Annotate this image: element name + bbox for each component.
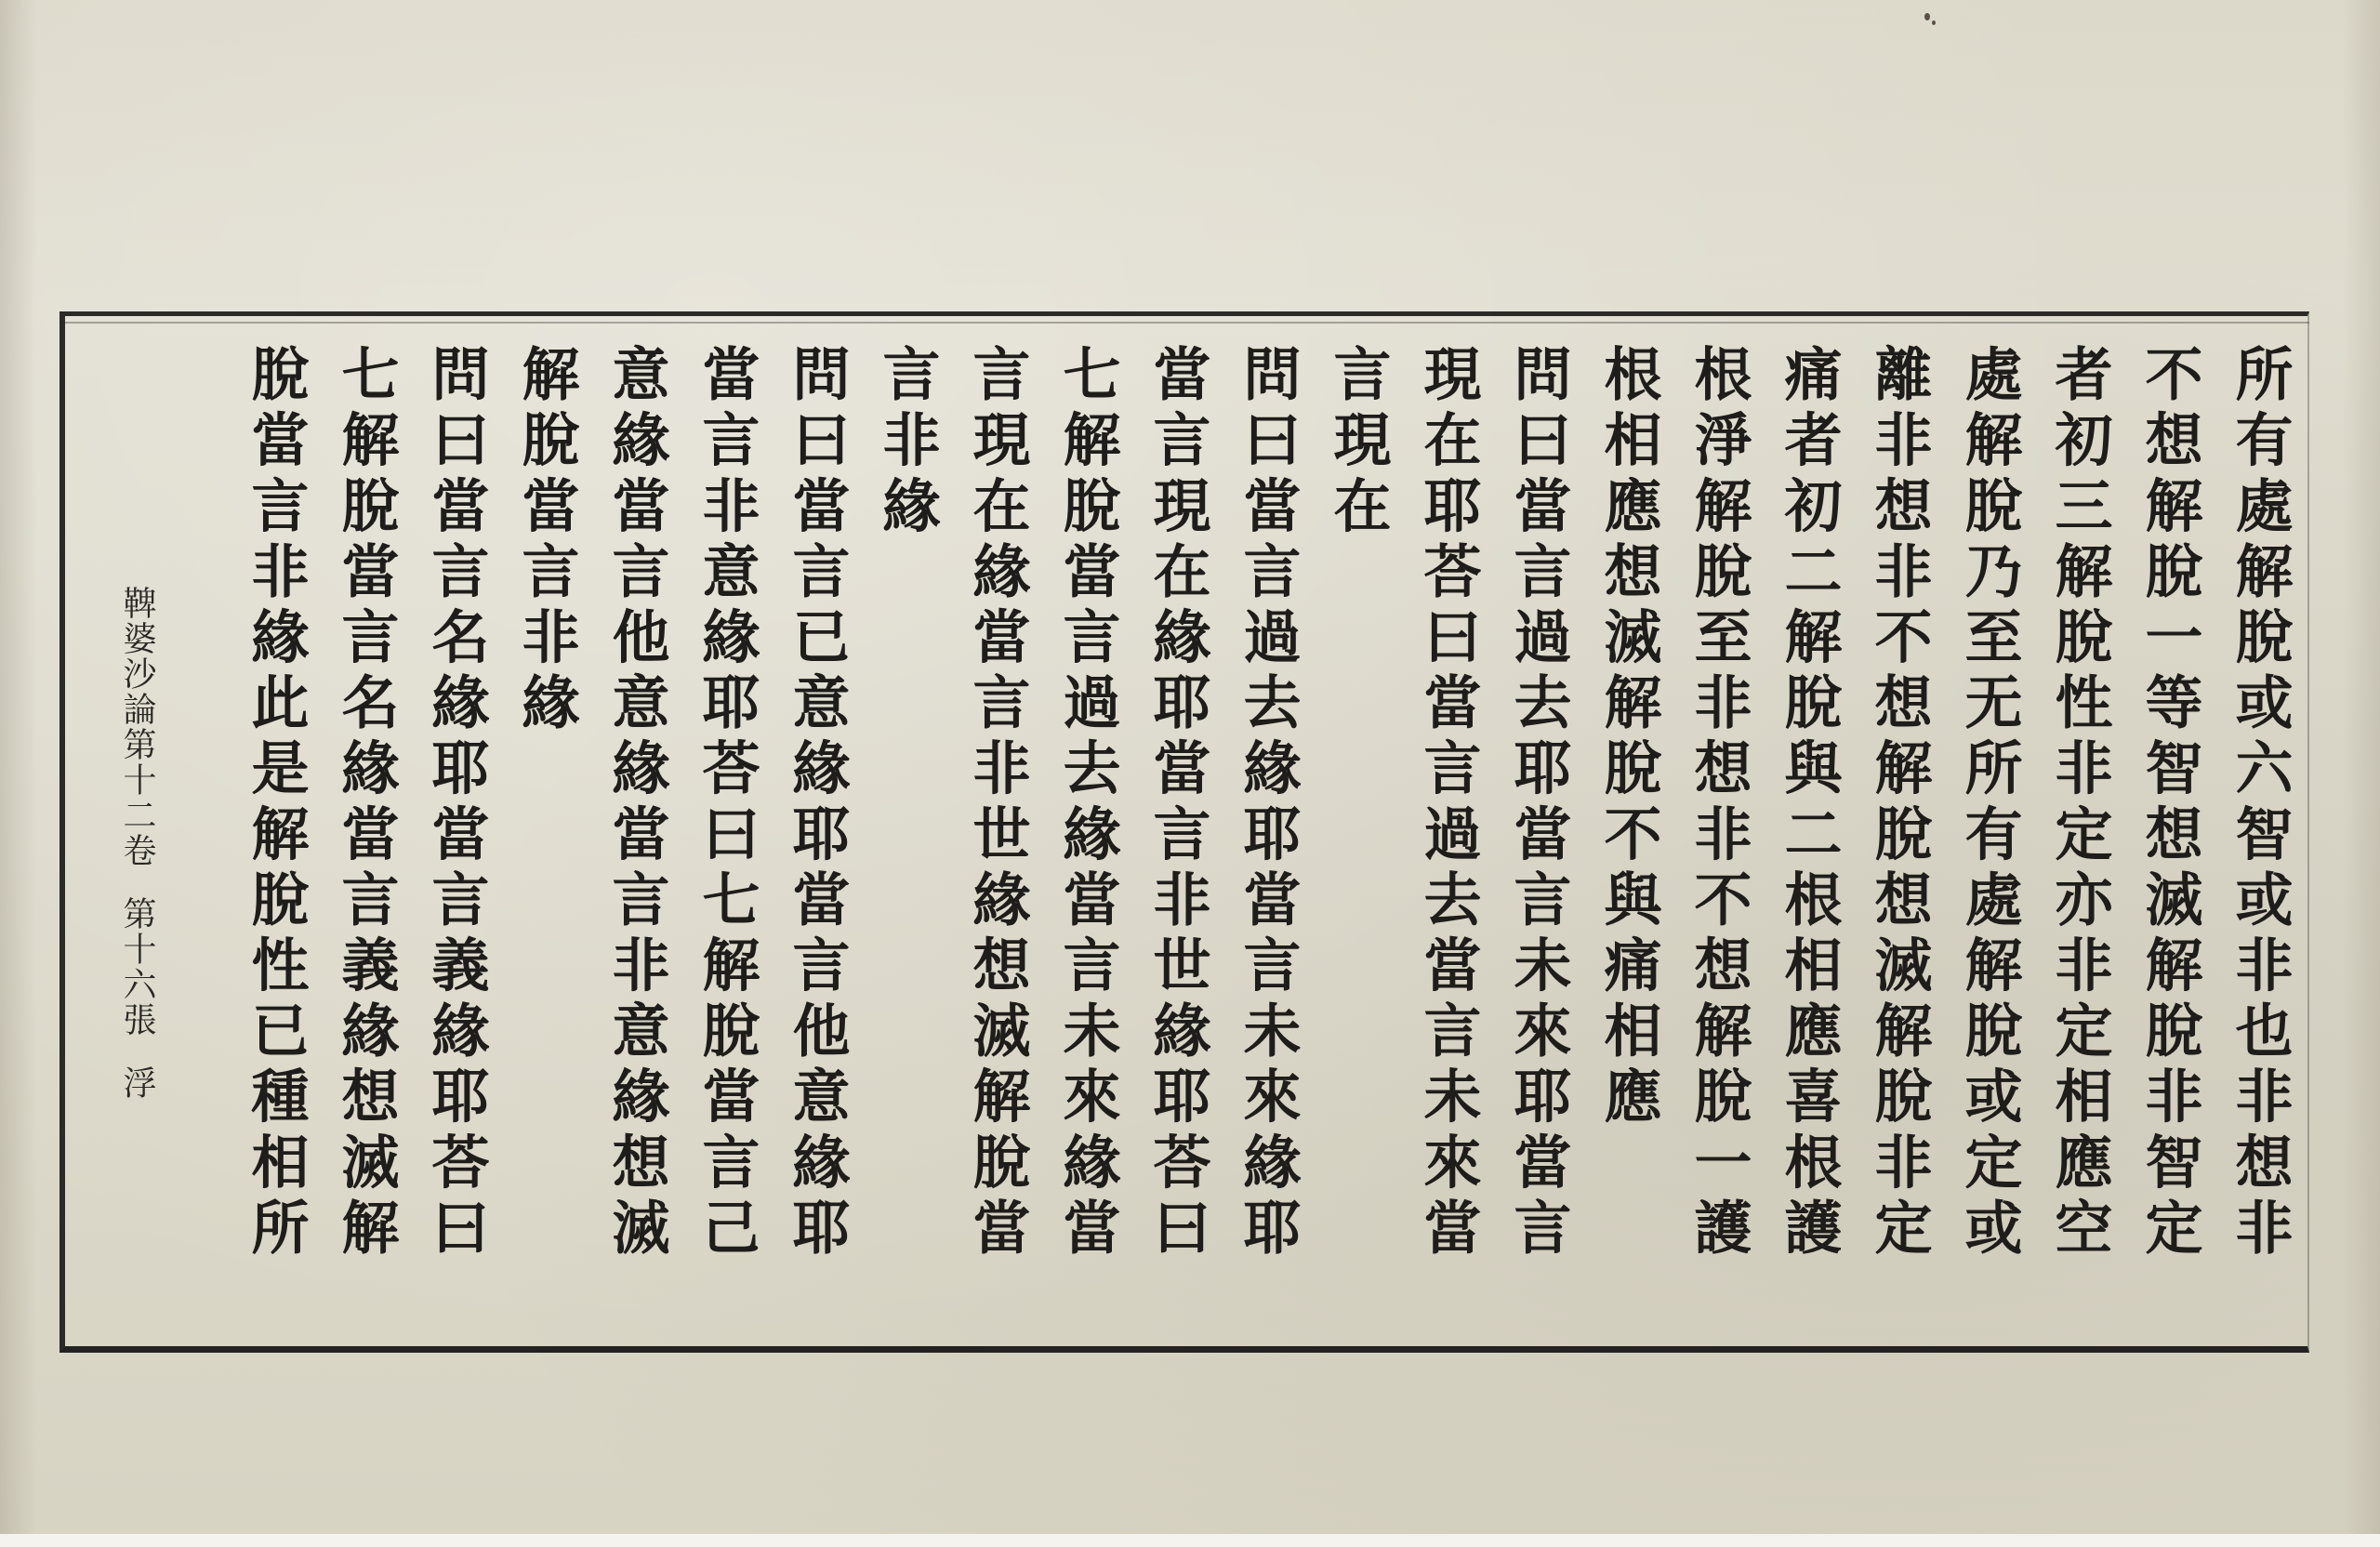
text-column-10: 現在耶荅曰當言過去當言未來當 — [1414, 344, 1482, 1263]
bottom-edge — [0, 1534, 2380, 1547]
text-column-2: 不想解脫一等智想滅解脫非智定 — [2135, 344, 2203, 1263]
text-column-6: 痛者初二解脫與二根相應喜根護 — [1775, 344, 1843, 1263]
text-column-20: 解脫當言非緣 — [512, 344, 580, 738]
top-margin — [0, 0, 2380, 307]
text-column-15: 言現在緣當言非世緣想滅解脫當 — [963, 344, 1031, 1263]
text-column-5: 離非想非不想解脫想滅解脫非定 — [1865, 344, 1933, 1263]
frame-top-rule — [60, 322, 2309, 324]
text-column-12: 問曰當言過去緣耶當言未來緣耶 — [1234, 344, 1302, 1263]
volume-title: 鞞婆沙論第十二卷 — [118, 586, 156, 868]
text-column-3: 者初三解脫性非定亦非定相應空 — [2045, 344, 2113, 1263]
text-column-1: 所有處解脫或六智或非也非想非 — [2226, 344, 2294, 1263]
text-column-16: 言非緣 — [873, 344, 941, 541]
right-page-edge — [2343, 0, 2380, 1547]
text-column-18: 當言非意緣耶荅曰七解脫當言己 — [693, 344, 760, 1263]
block-margin-note — [112, 586, 158, 1329]
text-column-4: 處解脫乃至无所有處解脫或定或 — [1955, 344, 2023, 1263]
text-column-11: 言現在 — [1324, 344, 1392, 541]
text-column-7: 根淨解脫至非想非不想解脫一護 — [1685, 344, 1752, 1263]
text-column-17: 問曰當言已意緣耶當言他意緣耶 — [783, 344, 851, 1263]
left-page-edge — [0, 0, 37, 1547]
text-column-8: 根相應想滅解脫不與痛相應 — [1594, 344, 1662, 1132]
text-column-21: 問曰當言名緣耶當言義緣耶荅曰 — [422, 344, 490, 1263]
text-column-13: 當言現在緣耶當言非世緣耶荅曰 — [1144, 344, 1211, 1263]
woodblock-text — [186, 344, 2296, 1329]
carver-mark: 浮 — [118, 1065, 156, 1101]
ink-speck — [1924, 13, 1930, 20]
text-column-23: 脫當言非緣此是解脫性已種相所 — [242, 344, 310, 1263]
text-column-9: 問曰當言過去耶當言未來耶當言 — [1504, 344, 1572, 1263]
ink-speck — [1932, 20, 1936, 25]
text-column-14: 七解脫當言過去緣當言未來緣當 — [1053, 344, 1121, 1263]
page-number: 第十六張 — [118, 896, 156, 1038]
text-column-19: 意緣當言他意緣當言非意緣想滅 — [602, 344, 670, 1263]
text-column-22: 七解脫當言名緣當言義緣想滅解 — [332, 344, 400, 1263]
